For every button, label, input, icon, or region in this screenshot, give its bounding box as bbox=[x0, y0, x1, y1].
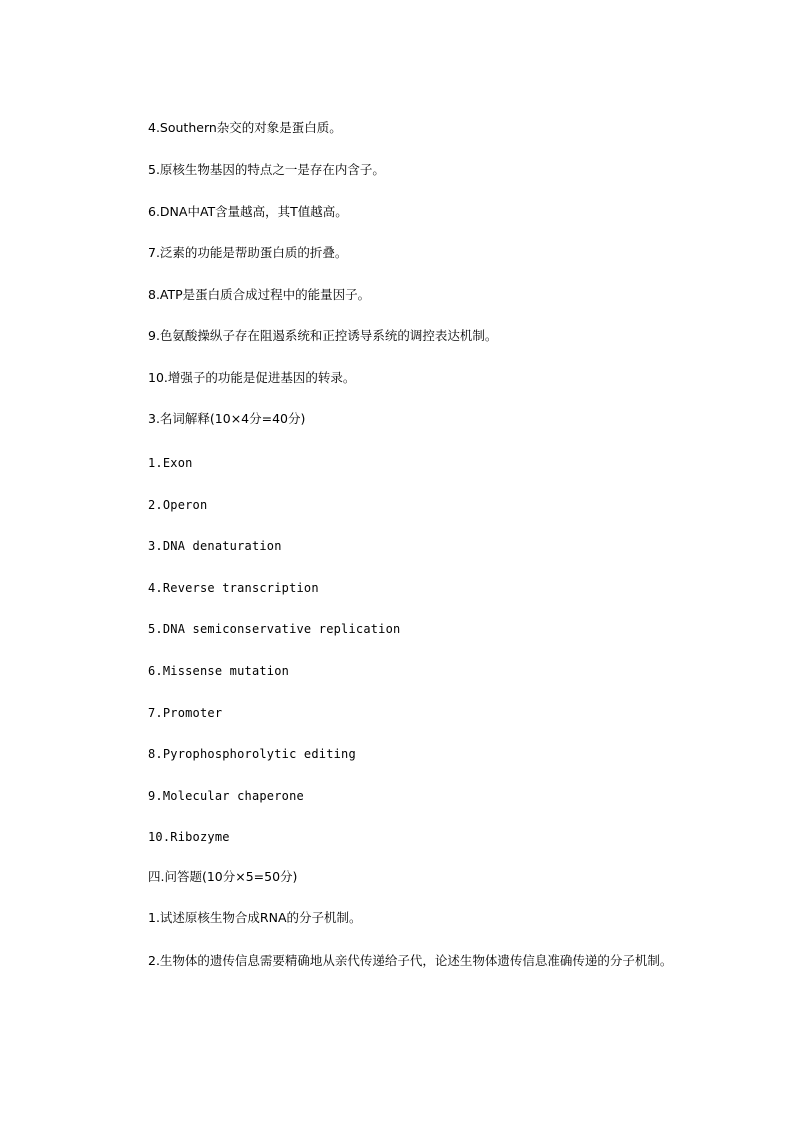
tf-item-6: 6.DNA中AT含量越高，其T值越高。 bbox=[148, 204, 348, 219]
tf-item-4: 4.Southern杂交的对象是蛋白质。 bbox=[148, 120, 342, 135]
tf-item-8: 8.ATP是蛋白质合成过程中的能量因子。 bbox=[148, 287, 371, 302]
term-10: 10.Ribozyme bbox=[148, 830, 230, 844]
section-3-heading: 3.名词解释(10×4分=40分) bbox=[148, 411, 306, 426]
term-3: 3.DNA denaturation bbox=[148, 539, 282, 553]
term-4: 4.Reverse transcription bbox=[148, 581, 319, 595]
question-2: 2.生物体的遗传信息需要精确地从亲代传递给子代，论述生物体遗传信息准确传递的分子机制。 bbox=[148, 953, 673, 968]
tf-item-5: 5.原核生物基因的特点之一是存在内含子。 bbox=[148, 162, 385, 177]
term-5: 5.DNA semiconservative replication bbox=[148, 622, 401, 636]
tf-item-9: 9.色氨酸操纵子存在阻遏系统和正控诱导系统的调控表达机制。 bbox=[148, 328, 498, 343]
tf-item-7: 7.泛素的功能是帮助蛋白质的折叠。 bbox=[148, 245, 348, 260]
tf-item-10: 10.增强子的功能是促进基因的转录。 bbox=[148, 370, 356, 385]
question-1: 1.试述原核生物合成RNA的分子机制。 bbox=[148, 910, 362, 925]
term-1: 1.Exon bbox=[148, 456, 193, 470]
section-4-heading: 四.问答题(10分×5=50分) bbox=[148, 869, 298, 884]
term-9: 9.Molecular chaperone bbox=[148, 789, 304, 803]
term-7: 7.Promoter bbox=[148, 706, 223, 720]
term-8: 8.Pyrophosphorolytic editing bbox=[148, 747, 356, 761]
term-6: 6.Missense mutation bbox=[148, 664, 290, 678]
term-2: 2.Operon bbox=[148, 498, 208, 512]
